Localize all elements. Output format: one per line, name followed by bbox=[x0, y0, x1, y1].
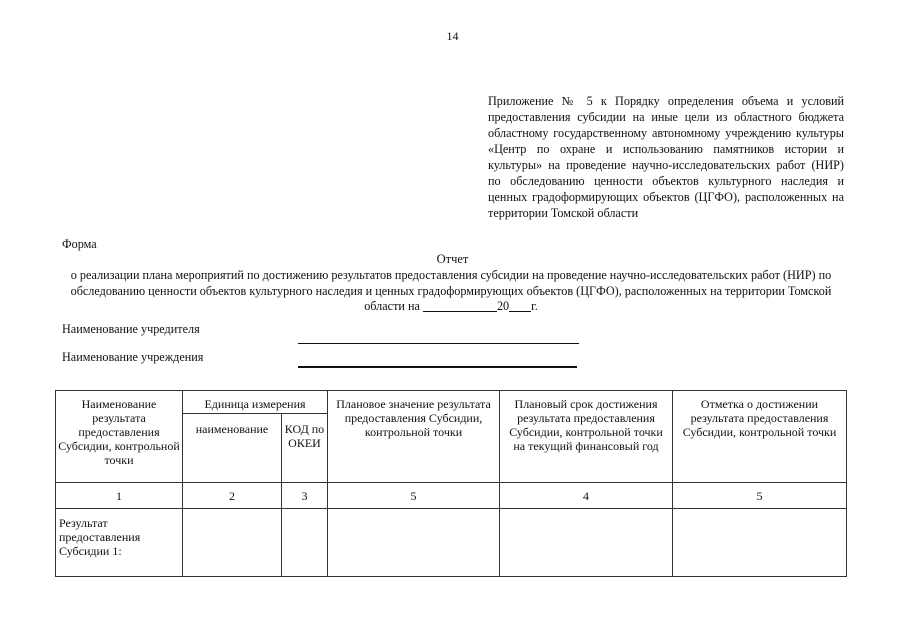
form-label: Форма bbox=[62, 237, 97, 251]
column-number: 5 bbox=[673, 483, 847, 509]
unit-code-cell[interactable] bbox=[282, 509, 328, 577]
institution-label: Наименование учреждения bbox=[62, 350, 204, 364]
report-table bbox=[55, 390, 847, 577]
column-number: 2 bbox=[183, 483, 282, 509]
header-unit: Единица измерения bbox=[183, 391, 328, 414]
unit-name-cell[interactable] bbox=[183, 509, 282, 577]
appendix-note: Приложение № 5 к Порядку определения объема и условий предоставления субсидии на иные цели из областного бюджета областному государственному автономному учреждению культуры «Центр по охране и использованию памятников истории и культуры» на проведение научно-исследовательских работ (НИР) по обследованию ценности объектов культурного наследия и ценных градоформирующих объектов (ЦГФО), расположенных на территории Томской области bbox=[488, 94, 844, 220]
column-number: 1 bbox=[56, 483, 183, 509]
planned-value-cell[interactable] bbox=[328, 509, 500, 577]
year-prefix: 20 bbox=[496, 299, 510, 313]
achievement-mark-cell[interactable] bbox=[673, 509, 847, 577]
column-number: 5 bbox=[328, 483, 500, 509]
institution-field[interactable] bbox=[298, 366, 577, 368]
year-suffix: г. bbox=[531, 299, 538, 313]
column-number: 3 bbox=[282, 483, 328, 509]
header-result-name: Наименование результата предоставления Субсидии, контрольной точки bbox=[56, 391, 183, 483]
date-blank[interactable] bbox=[423, 299, 497, 312]
header-planned-date: Плановый срок достижения результата предоставления Субсидии, контрольной точки на текущий финансовый год bbox=[500, 391, 673, 483]
report-description bbox=[56, 268, 846, 315]
founder-label: Наименование учредителя bbox=[62, 322, 200, 336]
header-achievement-mark: Отметка о достижении результата предоставления Субсидии, контрольной точки bbox=[673, 391, 847, 483]
header-planned-value: Плановое значение результата предоставления Субсидии, контрольной точки bbox=[328, 391, 500, 483]
year-blank[interactable] bbox=[509, 299, 531, 312]
table-header-row bbox=[56, 391, 847, 414]
result-name-cell: Результат предоставления Субсидии 1: bbox=[56, 509, 183, 577]
founder-field[interactable] bbox=[298, 343, 579, 344]
column-number: 4 bbox=[500, 483, 673, 509]
header-unit-code: КОД по ОКЕИ bbox=[282, 414, 328, 483]
page-number: 14 bbox=[446, 29, 459, 43]
report-description-text: о реализации плана мероприятий по достижению результатов предоставления субсидии на проведение научно-исследовательских работ (НИР) по обследованию ценности объектов культурного наследия и ценных градоформирующих объектов (ЦГФО), расположенных на территории Томской области на bbox=[70, 268, 832, 313]
header-unit-name: наименование bbox=[183, 414, 282, 483]
planned-date-cell[interactable] bbox=[500, 509, 673, 577]
column-number-row bbox=[56, 483, 847, 509]
table-row bbox=[56, 509, 847, 577]
report-title: Отчет bbox=[436, 252, 469, 266]
